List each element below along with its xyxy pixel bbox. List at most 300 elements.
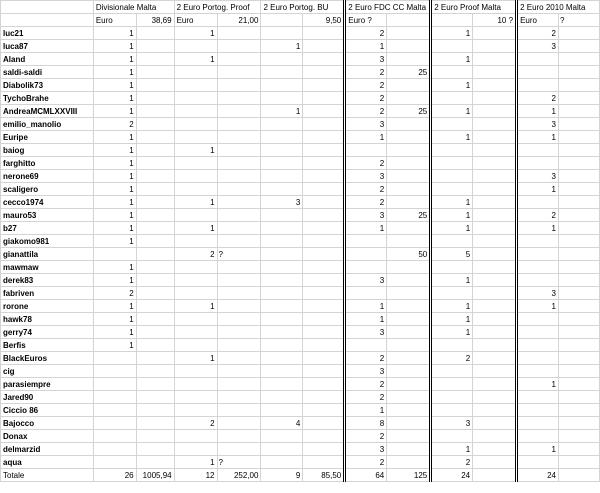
member-name-cell[interactable]: fabriven — [1, 287, 94, 300]
value-cell[interactable]: 2 — [345, 378, 387, 391]
value-cell[interactable] — [387, 378, 431, 391]
value-cell[interactable] — [93, 248, 136, 261]
value-cell[interactable] — [431, 92, 473, 105]
value-cell[interactable] — [559, 66, 600, 79]
value-cell[interactable] — [387, 196, 431, 209]
value-cell[interactable] — [517, 404, 559, 417]
value-cell[interactable] — [217, 274, 261, 287]
value-cell[interactable] — [217, 313, 261, 326]
value-cell[interactable] — [174, 170, 217, 183]
group-title-cell[interactable]: 2 Euro FDC CC Malta — [345, 1, 431, 14]
value-cell[interactable]: 1 — [174, 456, 217, 469]
total-value-cell[interactable]: 85,50 — [303, 469, 345, 482]
member-name-cell[interactable]: luc21 — [1, 27, 94, 40]
value-cell[interactable]: 1 — [431, 196, 473, 209]
header-corner-cell[interactable] — [1, 1, 94, 14]
value-cell[interactable] — [217, 352, 261, 365]
value-cell[interactable] — [303, 274, 345, 287]
value-cell[interactable] — [431, 287, 473, 300]
value-cell[interactable] — [136, 66, 174, 79]
value-cell[interactable]: 1 — [174, 196, 217, 209]
value-cell[interactable]: 1 — [345, 131, 387, 144]
value-cell[interactable] — [217, 170, 261, 183]
value-cell[interactable] — [217, 430, 261, 443]
value-cell[interactable] — [559, 40, 600, 53]
value-cell[interactable]: 2 — [174, 417, 217, 430]
value-cell[interactable] — [217, 326, 261, 339]
value-cell[interactable]: 3 — [431, 417, 473, 430]
value-cell[interactable] — [303, 248, 345, 261]
member-name-cell[interactable]: luca87 — [1, 40, 94, 53]
value-cell[interactable] — [217, 27, 261, 40]
value-cell[interactable] — [303, 300, 345, 313]
value-cell[interactable] — [473, 352, 517, 365]
value-cell[interactable] — [559, 287, 600, 300]
value-cell[interactable]: ? — [217, 456, 261, 469]
value-cell[interactable]: 2 — [345, 196, 387, 209]
value-cell[interactable] — [174, 430, 217, 443]
value-cell[interactable] — [174, 183, 217, 196]
value-cell[interactable] — [473, 287, 517, 300]
value-cell[interactable] — [136, 365, 174, 378]
value-cell[interactable] — [93, 391, 136, 404]
member-name-cell[interactable]: cig — [1, 365, 94, 378]
value-cell[interactable] — [136, 222, 174, 235]
value-cell[interactable]: 2 — [431, 456, 473, 469]
value-cell[interactable] — [174, 404, 217, 417]
value-cell[interactable] — [517, 196, 559, 209]
value-cell[interactable]: 2 — [345, 183, 387, 196]
member-name-cell[interactable]: Jared90 — [1, 391, 94, 404]
value-cell[interactable] — [261, 326, 303, 339]
value-cell[interactable] — [174, 105, 217, 118]
value-cell[interactable] — [559, 118, 600, 131]
value-cell[interactable]: 1 — [345, 300, 387, 313]
value-cell[interactable] — [136, 235, 174, 248]
value-cell[interactable]: 8 — [345, 417, 387, 430]
value-cell[interactable] — [174, 157, 217, 170]
value-cell[interactable]: 2 — [345, 352, 387, 365]
value-cell[interactable] — [431, 391, 473, 404]
value-cell[interactable] — [136, 131, 174, 144]
value-cell[interactable] — [473, 248, 517, 261]
value-cell[interactable]: 2 — [93, 287, 136, 300]
value-cell[interactable] — [559, 456, 600, 469]
value-cell[interactable] — [559, 183, 600, 196]
value-cell[interactable] — [136, 196, 174, 209]
value-cell[interactable] — [261, 27, 303, 40]
value-cell[interactable]: 3 — [345, 118, 387, 131]
value-cell[interactable]: 1 — [174, 300, 217, 313]
total-value-cell[interactable]: 26 — [93, 469, 136, 482]
value-cell[interactable] — [303, 66, 345, 79]
value-cell[interactable]: 2 — [345, 391, 387, 404]
value-cell[interactable]: 1 — [93, 105, 136, 118]
value-cell[interactable] — [431, 66, 473, 79]
value-cell[interactable]: 1 — [93, 196, 136, 209]
value-cell[interactable] — [261, 170, 303, 183]
value-cell[interactable] — [387, 40, 431, 53]
value-cell[interactable] — [136, 53, 174, 66]
value-cell[interactable] — [303, 92, 345, 105]
value-cell[interactable]: 1 — [431, 443, 473, 456]
value-cell[interactable] — [431, 339, 473, 352]
member-name-cell[interactable]: Berfis — [1, 339, 94, 352]
value-cell[interactable] — [136, 274, 174, 287]
value-cell[interactable] — [217, 235, 261, 248]
group-price-cell[interactable]: 21,00 — [217, 14, 261, 27]
group-title-cell[interactable]: 2 Euro 2010 Malta — [517, 1, 600, 14]
value-cell[interactable] — [303, 261, 345, 274]
value-cell[interactable] — [303, 105, 345, 118]
value-cell[interactable]: 1 — [431, 53, 473, 66]
value-cell[interactable]: 1 — [517, 131, 559, 144]
value-cell[interactable] — [303, 170, 345, 183]
value-cell[interactable]: 1 — [431, 313, 473, 326]
value-cell[interactable] — [559, 443, 600, 456]
value-cell[interactable] — [303, 131, 345, 144]
value-cell[interactable] — [345, 144, 387, 157]
group-unit-cell[interactable]: Euro — [93, 14, 136, 27]
value-cell[interactable] — [217, 196, 261, 209]
value-cell[interactable] — [261, 339, 303, 352]
value-cell[interactable]: 2 — [93, 118, 136, 131]
value-cell[interactable] — [517, 352, 559, 365]
value-cell[interactable] — [559, 144, 600, 157]
value-cell[interactable] — [387, 300, 431, 313]
value-cell[interactable]: 1 — [431, 222, 473, 235]
value-cell[interactable] — [387, 235, 431, 248]
value-cell[interactable] — [387, 365, 431, 378]
value-cell[interactable] — [136, 326, 174, 339]
value-cell[interactable] — [473, 79, 517, 92]
value-cell[interactable] — [261, 248, 303, 261]
value-cell[interactable]: 1 — [93, 40, 136, 53]
value-cell[interactable] — [136, 430, 174, 443]
value-cell[interactable] — [559, 53, 600, 66]
member-name-cell[interactable]: BlackEuros — [1, 352, 94, 365]
value-cell[interactable] — [303, 118, 345, 131]
value-cell[interactable] — [217, 183, 261, 196]
value-cell[interactable] — [387, 118, 431, 131]
value-cell[interactable] — [345, 235, 387, 248]
group-price-cell[interactable]: ? — [559, 14, 600, 27]
value-cell[interactable] — [473, 339, 517, 352]
value-cell[interactable]: 1 — [93, 170, 136, 183]
value-cell[interactable] — [261, 157, 303, 170]
value-cell[interactable] — [473, 326, 517, 339]
value-cell[interactable] — [387, 53, 431, 66]
value-cell[interactable] — [559, 378, 600, 391]
value-cell[interactable] — [217, 378, 261, 391]
value-cell[interactable] — [473, 261, 517, 274]
value-cell[interactable] — [261, 391, 303, 404]
value-cell[interactable] — [517, 313, 559, 326]
value-cell[interactable] — [387, 157, 431, 170]
value-cell[interactable] — [217, 222, 261, 235]
value-cell[interactable]: 1 — [517, 443, 559, 456]
value-cell[interactable]: 1 — [93, 300, 136, 313]
value-cell[interactable] — [93, 417, 136, 430]
value-cell[interactable] — [387, 404, 431, 417]
value-cell[interactable] — [431, 235, 473, 248]
value-cell[interactable] — [559, 417, 600, 430]
value-cell[interactable] — [473, 40, 517, 53]
value-cell[interactable]: 3 — [345, 209, 387, 222]
member-name-cell[interactable]: Donax — [1, 430, 94, 443]
value-cell[interactable] — [136, 378, 174, 391]
value-cell[interactable] — [559, 235, 600, 248]
value-cell[interactable] — [136, 456, 174, 469]
value-cell[interactable] — [303, 235, 345, 248]
value-cell[interactable] — [303, 79, 345, 92]
value-cell[interactable] — [136, 118, 174, 131]
value-cell[interactable]: 1 — [345, 40, 387, 53]
value-cell[interactable] — [387, 261, 431, 274]
value-cell[interactable] — [261, 118, 303, 131]
value-cell[interactable] — [387, 170, 431, 183]
value-cell[interactable] — [174, 92, 217, 105]
value-cell[interactable] — [136, 313, 174, 326]
value-cell[interactable]: 1 — [431, 274, 473, 287]
member-name-cell[interactable]: farghitto — [1, 157, 94, 170]
value-cell[interactable] — [303, 183, 345, 196]
value-cell[interactable] — [387, 131, 431, 144]
value-cell[interactable] — [559, 339, 600, 352]
value-cell[interactable] — [261, 300, 303, 313]
value-cell[interactable] — [559, 222, 600, 235]
member-name-cell[interactable]: aqua — [1, 456, 94, 469]
value-cell[interactable] — [136, 144, 174, 157]
value-cell[interactable]: 2 — [174, 248, 217, 261]
value-cell[interactable]: 1 — [174, 352, 217, 365]
value-cell[interactable] — [517, 157, 559, 170]
value-cell[interactable]: 1 — [93, 209, 136, 222]
value-cell[interactable]: 3 — [345, 443, 387, 456]
value-cell[interactable] — [559, 365, 600, 378]
value-cell[interactable] — [136, 209, 174, 222]
member-name-cell[interactable]: b27 — [1, 222, 94, 235]
value-cell[interactable] — [303, 157, 345, 170]
value-cell[interactable]: 1 — [93, 339, 136, 352]
value-cell[interactable] — [473, 274, 517, 287]
total-value-cell[interactable]: 12 — [174, 469, 217, 482]
member-name-cell[interactable]: TychoBrahe — [1, 92, 94, 105]
value-cell[interactable] — [473, 417, 517, 430]
total-value-cell[interactable] — [473, 469, 517, 482]
value-cell[interactable] — [473, 391, 517, 404]
value-cell[interactable] — [136, 248, 174, 261]
value-cell[interactable] — [136, 157, 174, 170]
value-cell[interactable] — [517, 430, 559, 443]
value-cell[interactable] — [559, 300, 600, 313]
member-name-cell[interactable]: rorone — [1, 300, 94, 313]
value-cell[interactable] — [431, 261, 473, 274]
value-cell[interactable]: 1 — [93, 79, 136, 92]
value-cell[interactable] — [217, 287, 261, 300]
value-cell[interactable] — [431, 118, 473, 131]
value-cell[interactable]: 1 — [431, 27, 473, 40]
value-cell[interactable] — [303, 378, 345, 391]
value-cell[interactable] — [217, 300, 261, 313]
value-cell[interactable] — [303, 404, 345, 417]
value-cell[interactable] — [559, 326, 600, 339]
value-cell[interactable] — [174, 287, 217, 300]
group-unit-cell[interactable]: Euro — [174, 14, 217, 27]
value-cell[interactable] — [93, 352, 136, 365]
value-cell[interactable] — [431, 157, 473, 170]
group-unit-cell[interactable] — [261, 14, 303, 27]
value-cell[interactable] — [473, 235, 517, 248]
value-cell[interactable] — [303, 456, 345, 469]
group-title-cell[interactable]: 2 Euro Proof Malta — [431, 1, 517, 14]
value-cell[interactable] — [473, 443, 517, 456]
group-title-cell[interactable]: Divisionale Malta — [93, 1, 174, 14]
value-cell[interactable] — [517, 391, 559, 404]
member-name-cell[interactable]: saldi-saldi — [1, 66, 94, 79]
value-cell[interactable] — [387, 352, 431, 365]
value-cell[interactable] — [387, 456, 431, 469]
value-cell[interactable]: 50 — [387, 248, 431, 261]
value-cell[interactable] — [473, 313, 517, 326]
value-cell[interactable] — [387, 287, 431, 300]
value-cell[interactable]: 3 — [517, 287, 559, 300]
value-cell[interactable] — [559, 313, 600, 326]
value-cell[interactable] — [303, 352, 345, 365]
value-cell[interactable] — [136, 170, 174, 183]
total-value-cell[interactable]: 1005,94 — [136, 469, 174, 482]
member-name-cell[interactable]: mawmaw — [1, 261, 94, 274]
member-name-cell[interactable]: Diabolik73 — [1, 79, 94, 92]
value-cell[interactable] — [174, 235, 217, 248]
value-cell[interactable] — [473, 365, 517, 378]
value-cell[interactable] — [473, 105, 517, 118]
value-cell[interactable] — [261, 209, 303, 222]
value-cell[interactable] — [431, 378, 473, 391]
value-cell[interactable]: 4 — [261, 417, 303, 430]
value-cell[interactable] — [559, 404, 600, 417]
value-cell[interactable] — [174, 326, 217, 339]
value-cell[interactable]: 1 — [517, 222, 559, 235]
value-cell[interactable] — [517, 261, 559, 274]
value-cell[interactable] — [387, 222, 431, 235]
value-cell[interactable] — [303, 430, 345, 443]
value-cell[interactable] — [261, 79, 303, 92]
group-title-cell[interactable]: 2 Euro Portog. BU — [261, 1, 345, 14]
value-cell[interactable] — [473, 53, 517, 66]
value-cell[interactable]: 2 — [517, 209, 559, 222]
value-cell[interactable]: 25 — [387, 66, 431, 79]
value-cell[interactable] — [559, 79, 600, 92]
member-name-cell[interactable]: derek83 — [1, 274, 94, 287]
value-cell[interactable] — [517, 79, 559, 92]
value-cell[interactable] — [217, 144, 261, 157]
value-cell[interactable] — [261, 443, 303, 456]
value-cell[interactable] — [174, 313, 217, 326]
value-cell[interactable] — [387, 443, 431, 456]
value-cell[interactable]: 1 — [93, 157, 136, 170]
value-cell[interactable]: 1 — [517, 300, 559, 313]
value-cell[interactable] — [217, 417, 261, 430]
value-cell[interactable] — [345, 287, 387, 300]
total-value-cell[interactable]: 125 — [387, 469, 431, 482]
value-cell[interactable]: 3 — [345, 326, 387, 339]
value-cell[interactable]: 1 — [517, 183, 559, 196]
value-cell[interactable]: 1 — [431, 326, 473, 339]
value-cell[interactable] — [517, 144, 559, 157]
value-cell[interactable]: 1 — [517, 105, 559, 118]
value-cell[interactable] — [473, 157, 517, 170]
value-cell[interactable]: 2 — [345, 27, 387, 40]
value-cell[interactable] — [303, 144, 345, 157]
value-cell[interactable] — [431, 404, 473, 417]
value-cell[interactable] — [136, 404, 174, 417]
value-cell[interactable] — [261, 131, 303, 144]
value-cell[interactable]: 1 — [93, 66, 136, 79]
value-cell[interactable] — [517, 235, 559, 248]
value-cell[interactable] — [473, 209, 517, 222]
value-cell[interactable] — [431, 183, 473, 196]
value-cell[interactable] — [473, 170, 517, 183]
value-cell[interactable] — [136, 287, 174, 300]
group-unit-cell[interactable]: Euro — [517, 14, 559, 27]
total-value-cell[interactable]: 24 — [517, 469, 559, 482]
value-cell[interactable]: 1 — [174, 222, 217, 235]
value-cell[interactable] — [387, 27, 431, 40]
value-cell[interactable] — [261, 183, 303, 196]
value-cell[interactable]: 3 — [261, 196, 303, 209]
value-cell[interactable] — [559, 92, 600, 105]
value-cell[interactable] — [261, 53, 303, 66]
value-cell[interactable] — [559, 131, 600, 144]
value-cell[interactable] — [303, 391, 345, 404]
value-cell[interactable] — [174, 378, 217, 391]
value-cell[interactable]: 1 — [345, 313, 387, 326]
value-cell[interactable] — [303, 209, 345, 222]
value-cell[interactable] — [517, 339, 559, 352]
value-cell[interactable] — [517, 365, 559, 378]
value-cell[interactable] — [261, 287, 303, 300]
value-cell[interactable]: 1 — [93, 144, 136, 157]
value-cell[interactable] — [473, 27, 517, 40]
value-cell[interactable] — [93, 378, 136, 391]
value-cell[interactable]: 1 — [93, 53, 136, 66]
value-cell[interactable] — [517, 53, 559, 66]
member-name-cell[interactable]: gianattila — [1, 248, 94, 261]
value-cell[interactable] — [303, 417, 345, 430]
value-cell[interactable]: 5 — [431, 248, 473, 261]
value-cell[interactable] — [387, 183, 431, 196]
group-title-cell[interactable]: 2 Euro Portog. Proof — [174, 1, 261, 14]
value-cell[interactable] — [261, 456, 303, 469]
value-cell[interactable]: 3 — [345, 365, 387, 378]
value-cell[interactable]: 1 — [345, 222, 387, 235]
value-cell[interactable] — [303, 222, 345, 235]
value-cell[interactable]: 2 — [431, 352, 473, 365]
total-value-cell[interactable]: 24 — [431, 469, 473, 482]
value-cell[interactable] — [261, 235, 303, 248]
value-cell[interactable]: 2 — [345, 79, 387, 92]
value-cell[interactable]: 25 — [387, 209, 431, 222]
group-price-cell[interactable]: 38,69 — [136, 14, 174, 27]
value-cell[interactable] — [517, 248, 559, 261]
value-cell[interactable]: 2 — [345, 157, 387, 170]
value-cell[interactable] — [303, 27, 345, 40]
group-price-cell[interactable] — [387, 14, 431, 27]
value-cell[interactable] — [473, 118, 517, 131]
value-cell[interactable]: 2 — [517, 27, 559, 40]
member-name-cell[interactable]: hawk78 — [1, 313, 94, 326]
